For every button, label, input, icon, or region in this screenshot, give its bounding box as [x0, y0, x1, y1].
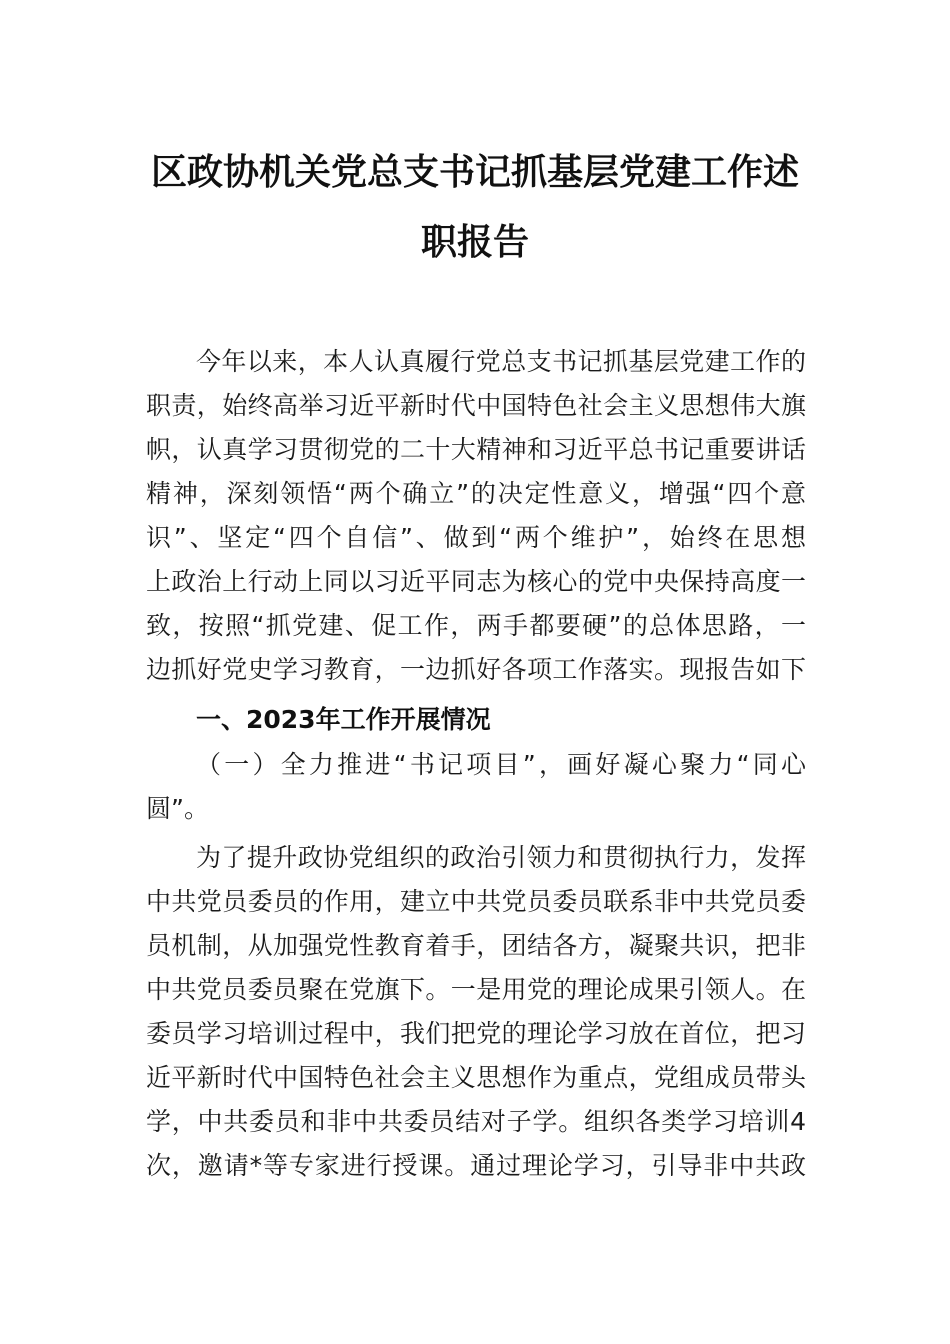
body-text-line: 致，按照“抓党建、促工作，两手都要硬”的总体思路，一 [146, 611, 806, 640]
body-text-line: 中共党员委员的作用，建立中共党员委员联系非中共党员委 [146, 887, 806, 916]
document-title-line-2: 职报告 [420, 221, 529, 263]
body-text-line: 今年以来，本人认真履行党总支书记抓基层党建工作的 [196, 347, 806, 376]
body-text-line: 次，邀请*等专家进行授课。通过理论学习，引导非中共政 [146, 1151, 806, 1180]
body-text-line: 近平新时代中国特色社会主义思想作为重点，党组成员带头 [146, 1063, 806, 1092]
subsection-heading: （一）全力推进“书记项目”，画好凝心聚力“同心 [196, 750, 806, 779]
document-title-line-1: 区政协机关党总支书记抓基层党建工作述 [150, 151, 799, 193]
body-text-line: 学，中共委员和非中共委员结对子学。组织各类学习培训4 [146, 1107, 806, 1136]
body-text-line: 识”、坚定“四个自信”、做到“两个维护”，始终在思想 [146, 523, 806, 552]
body-text-line: 员机制，从加强党性教育着手，团结各方，凝聚共识，把非 [146, 931, 806, 960]
body-text-line: 中共党员委员聚在党旗下。一是用党的理论成果引领人。在 [146, 975, 806, 1004]
body-text-line: 帜，认真学习贯彻党的二十大精神和习近平总书记重要讲话 [146, 435, 806, 464]
body-text-line: 边抓好党史学习教育，一边抓好各项工作落实。现报告如下 [146, 655, 806, 684]
subsection-heading-continued: 圆”。 [146, 794, 209, 823]
body-text-line: 精神，深刻领悟“两个确立”的决定性意义，增强“四个意 [146, 479, 806, 508]
section-heading: 一、2023年工作开展情况 [196, 705, 491, 734]
body-text-line: 职责，始终高举习近平新时代中国特色社会主义思想伟大旗 [146, 391, 806, 420]
body-text-line: 委员学习培训过程中，我们把党的理论学习放在首位，把习 [146, 1019, 806, 1048]
body-text-line: 为了提升政协党组织的政治引领力和贯彻执行力，发挥 [196, 843, 806, 872]
body-text-line: 上政治上行动上同以习近平同志为核心的党中央保持高度一 [146, 567, 806, 596]
